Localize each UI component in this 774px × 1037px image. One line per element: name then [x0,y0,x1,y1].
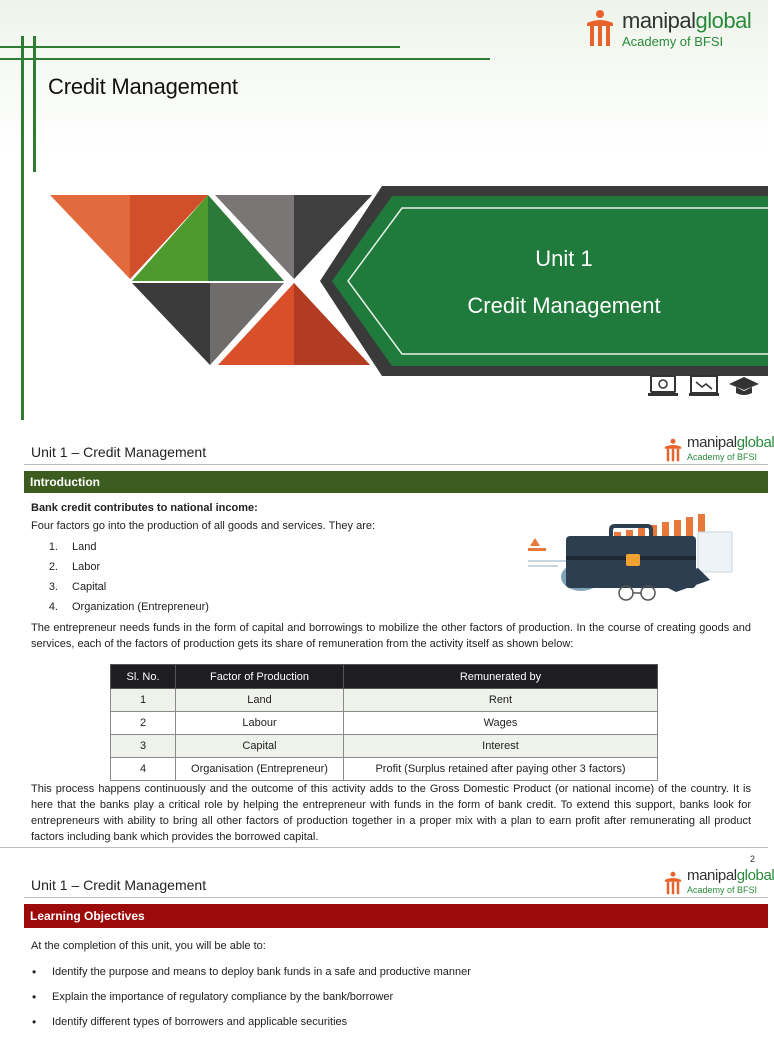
page-break [0,847,768,848]
graduation-cap-icon [728,375,760,402]
table-cell: Rent [344,689,658,712]
presentation-icon [688,375,720,402]
laptop-icon [647,375,679,402]
objectives-intro: At the completion of this unit, you will be able to: [31,940,266,952]
table-row [111,758,658,781]
cover-title: Credit Management [48,74,238,99]
intro-lead: Four factors go into the production of all goods and services. They are: [31,520,376,532]
table-cell: Land [176,689,344,712]
list-item: • Identify the purpose and means to deploy bank funds in a safe and productive manner [24,962,744,987]
list-item: • Identify different types of borrowers and applicable securities [24,1012,744,1037]
objectives-list [24,962,744,1037]
table-cell: Capital [176,735,344,758]
logo-subtitle: Academy of BFSI [687,452,758,462]
cover-icons [643,375,760,402]
factors-table [110,664,658,781]
table-row [111,689,658,712]
list-item: 1. Land [48,541,97,553]
table-cell: 1 [111,689,176,712]
table-cell: Interest [344,735,658,758]
list-item: 4. Organization (Entrepreneur) [48,601,209,613]
table-cell: 4 [111,758,176,781]
logo-mark-icon [663,871,683,895]
section-title: Introduction [30,475,100,489]
factors-list [38,537,209,617]
list-item: 3. Capital [48,581,107,593]
manipalglobal-logo [584,6,754,52]
unit-name: Credit Management [467,293,661,318]
logo-mark-icon [663,438,683,462]
cover-slide [0,0,768,420]
unit-banner [320,186,768,376]
intro-paragraph-2: This process happens continuously and the outcome of this activity adds to the Gross Domestic Product (or national income) of the country. It is here that the banks play a critical role by helping the entrepreneur with funds in the form of bank credit. To extend this support, banks look for entrepreneurs with ability to bring all other factors of production together in a proper mix with a plan to earn profit after remunerating all product factors including bank which provides the borrowed capital. [31,783,751,843]
manipalglobal-logo-small [663,867,774,897]
table-header-row [111,665,658,689]
table-header-cell: Factor of Production [176,665,344,689]
table-cell: Labour [176,712,344,735]
logo-brand: manipalglobal [687,434,774,451]
table-cell: 3 [111,735,176,758]
table-row [111,735,658,758]
logo-brand: manipalglobal [622,8,752,33]
list-item: 2. Labor [48,561,101,573]
logo-mark-icon [584,9,616,47]
table-cell: Wages [344,712,658,735]
logo-subtitle: Academy of BFSI [622,34,724,49]
page2-header: Unit 1 – Credit Management [31,877,207,893]
unit-number: Unit 1 [535,246,593,271]
header-divider [24,897,768,898]
table-header-cell: Remunerated by [344,665,658,689]
table-cell: 2 [111,712,176,735]
header-divider [24,464,768,465]
table-header-cell: Sl. No. [111,665,176,689]
logo-subtitle: Academy of BFSI [687,885,758,895]
section-bar-introduction [24,471,768,493]
page-number: 2 [750,854,756,864]
intro-lead-bold: Bank credit contributes to national income: [31,502,258,514]
section-title: Learning Objectives [30,909,145,923]
section-bar-learning-objectives [24,904,768,928]
logo-brand: manipalglobal [687,867,774,884]
page1-header: Unit 1 – Credit Management [31,444,207,460]
table-row [111,712,658,735]
intro-paragraph-1: The entrepreneur needs funds in the form of capital and borrowings to mobilize the other factors of production. In the course of creating goods and services, each of the factors of production gets its share of remuneration from the activity itself as shown below: [31,622,751,650]
table-cell: Organisation (Entrepreneur) [176,758,344,781]
briefcase-illustration [526,512,742,604]
table-cell: Profit (Surplus retained after paying other 3 factors) [344,758,658,781]
list-item: • Explain the importance of regulatory compliance by the bank/borrower [24,987,744,1012]
manipalglobal-logo-small [663,434,774,464]
